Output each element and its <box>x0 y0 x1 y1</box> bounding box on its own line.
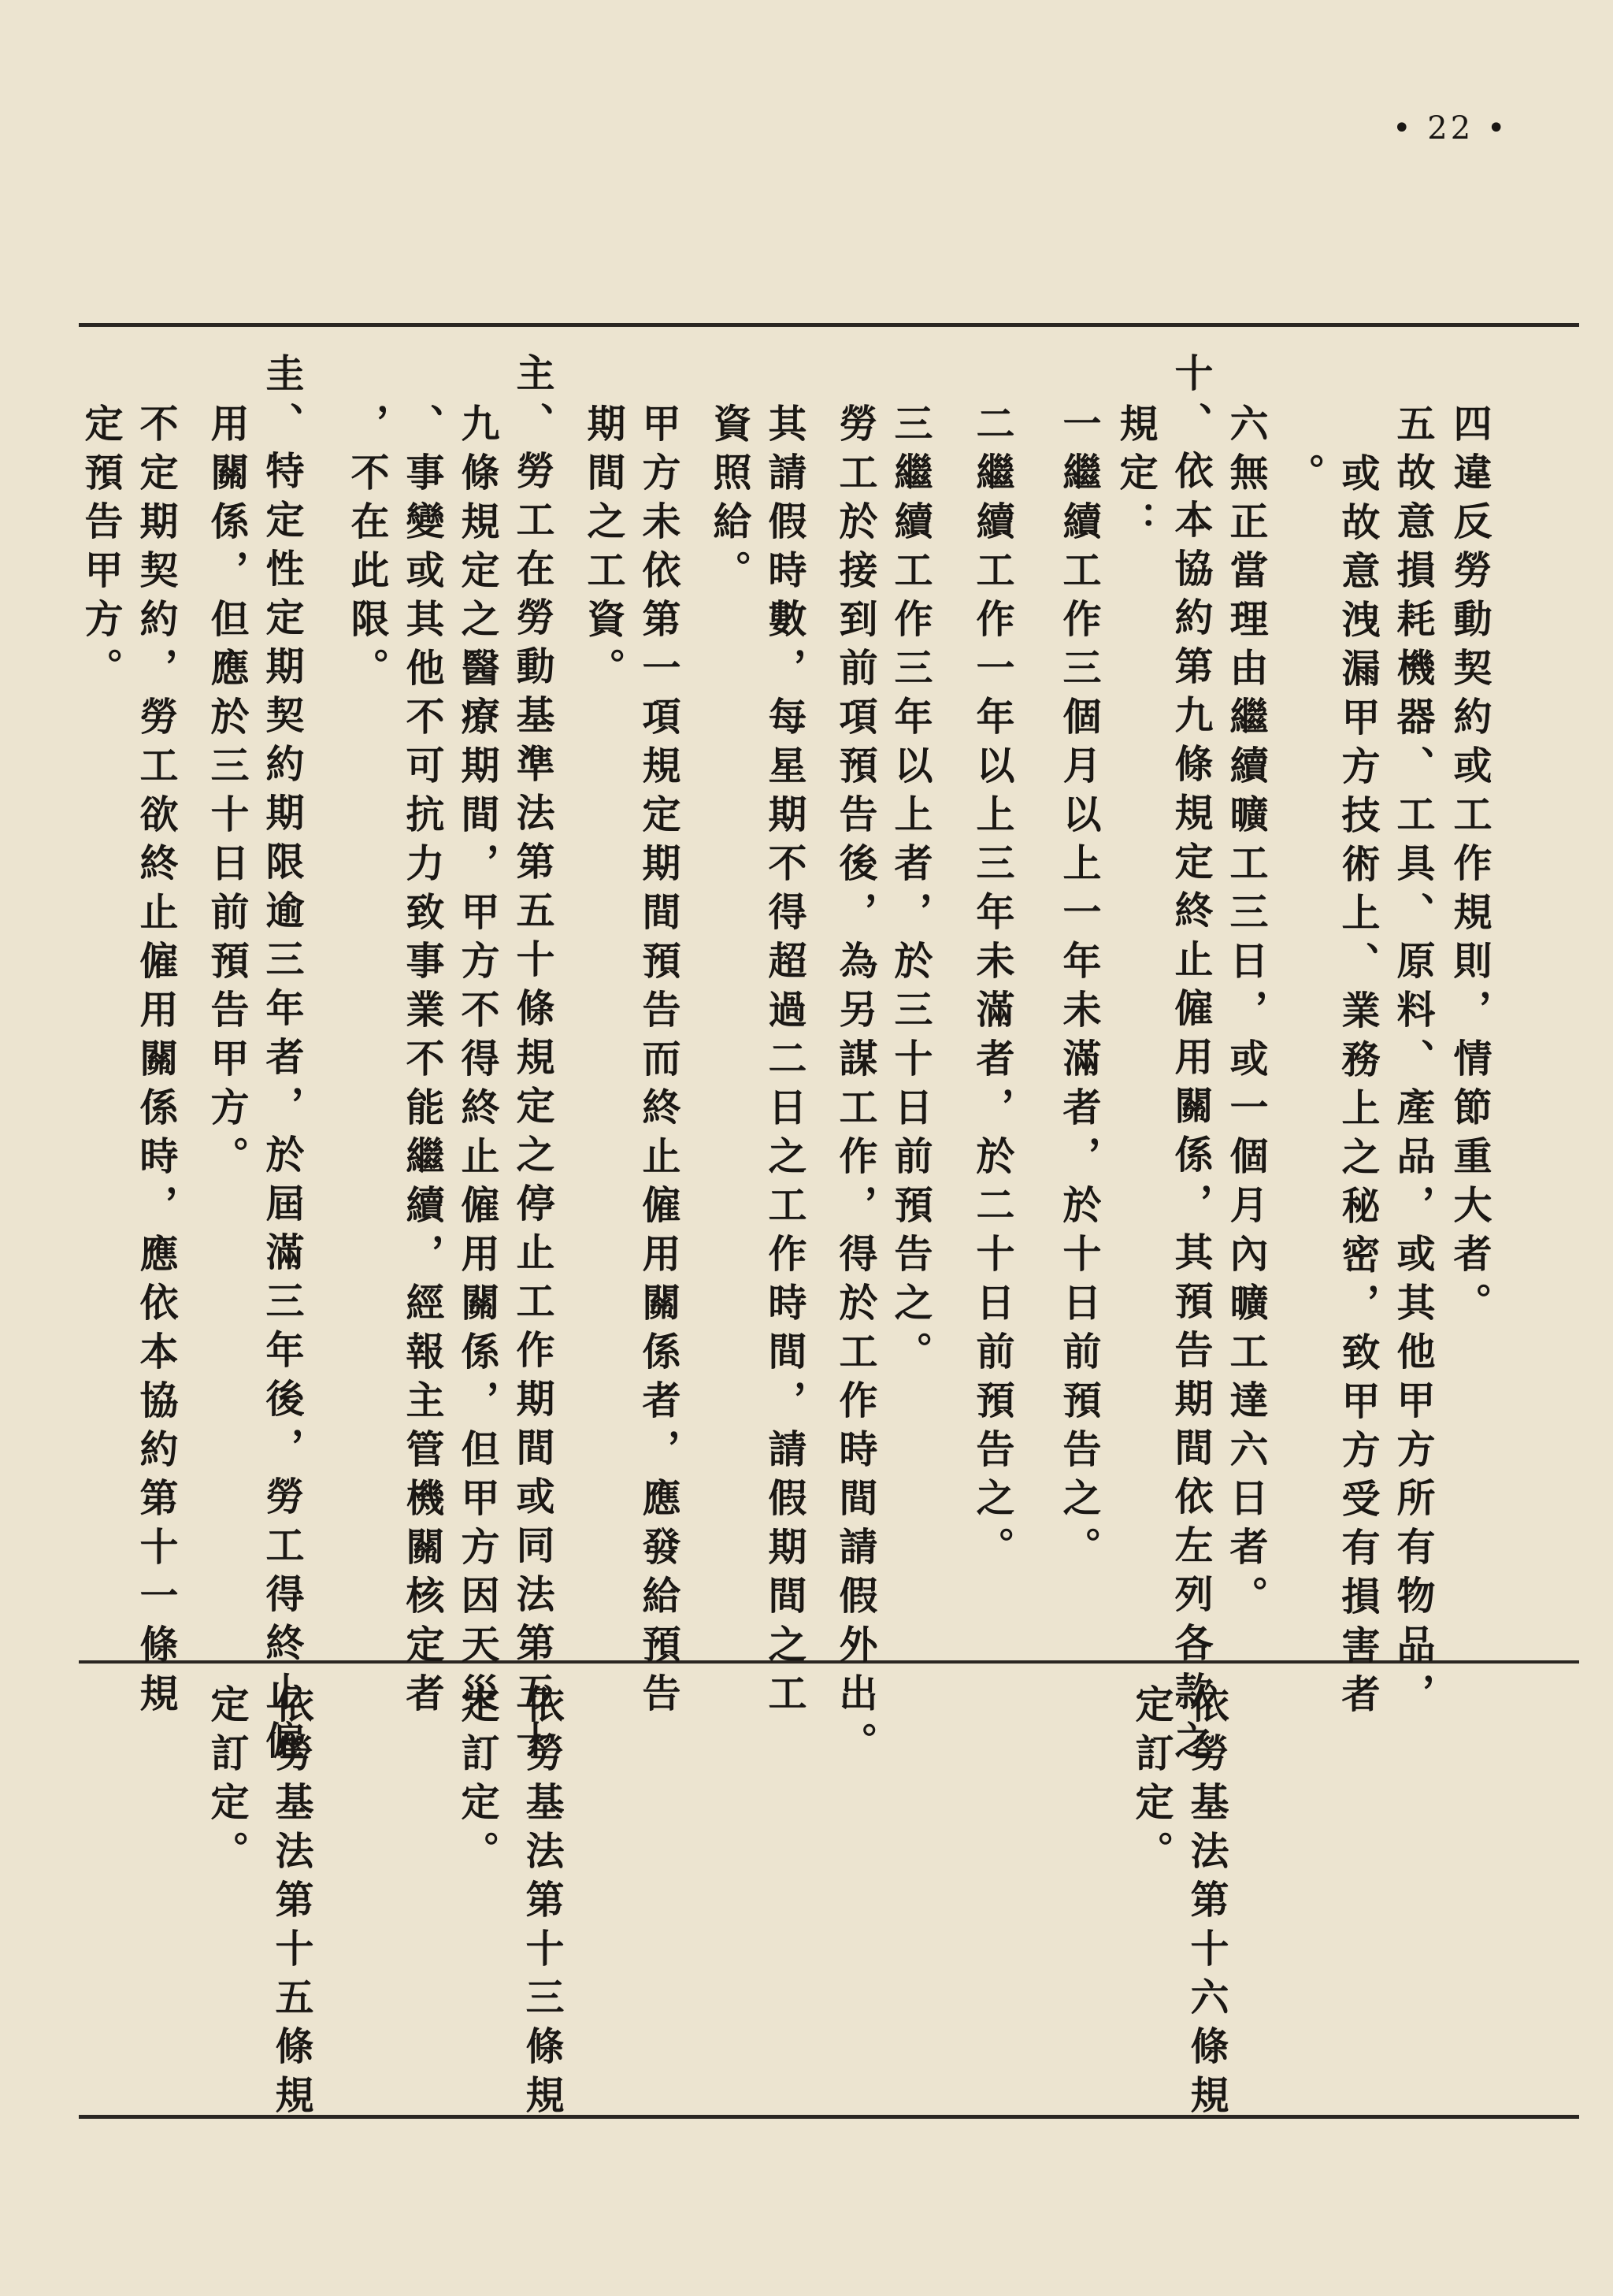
text-column: 六無正當理由繼續曠工三日，或一個月內曠工達六日者。 <box>1224 403 1269 1624</box>
note-line: 依勞基法第十三條規 <box>520 1684 565 2124</box>
text-column: 四違反勞動契約或工作規則，情節重大者。 <box>1448 403 1492 1331</box>
top-rule <box>79 323 1579 327</box>
text-column: 其請假時數，每星期不得超過二日之工作時間，請假期間之工 <box>762 403 807 1722</box>
text-column: 用關係，但應於三十日前預告甲方。 <box>205 403 250 1185</box>
text-column: 不定期契約，勞工欲終止僱用關係時，應依本協約第十一條規 <box>134 403 179 1722</box>
text-column: 一繼續工作三個月以上一年未滿者，於十日前預告之。 <box>1057 403 1102 1575</box>
text-column: 或故意洩漏甲方技術上、業務上之秘密，致甲方受有損害者 <box>1336 453 1381 1723</box>
note-line: 定訂定。 <box>1129 1684 1174 1879</box>
note-line: 依勞基法第十六條規 <box>1185 1684 1229 2124</box>
text-column: 九條規定之醫療期間，甲方不得終止僱用關係，但甲方因天災 <box>455 403 500 1722</box>
text-column: 定預告甲方。 <box>79 403 124 696</box>
text-column: 三繼續工作三年以上者，於三十日前預告之。 <box>888 403 933 1380</box>
text-column: 勞工於接到前項預告後，為另謀工作，得於工作時間請假外出。 <box>833 403 878 1771</box>
note-line: 定訂定。 <box>455 1684 500 1879</box>
text-column: 圭、特定性定期契約期限逾三年者，於屆滿三年後，勞工得終止僱 <box>260 353 305 1769</box>
note-line: 定訂定。 <box>205 1684 250 1879</box>
text-column: 二繼續工作一年以上三年未滿者，於二十日前預告之。 <box>970 403 1015 1575</box>
text-column: 十、依本協約第九條規定終止僱用關係，其預告期間依左列各款之 <box>1169 353 1214 1769</box>
text-column: 規定： <box>1114 403 1159 550</box>
text-column: 甲方未依第一項規定期間預告而終止僱用關係者，應發給預告 <box>636 403 681 1722</box>
text-column: 五故意損耗機器、工具、原料、產品，或其他甲方所有物品， <box>1391 403 1436 1722</box>
text-column: ，不在此限。 <box>345 403 390 696</box>
text-column: 資照給。 <box>707 403 752 599</box>
text-column: 主、勞工在勞動基準法第五十條規定之停止工作期間或同法第五十 <box>510 353 555 1769</box>
note-line: 依勞基法第十五條規 <box>269 1684 314 2124</box>
text-column: 期間之工資。 <box>581 403 626 696</box>
page-number: • 22 • <box>1392 110 1509 147</box>
text-column: 。 <box>1281 453 1326 502</box>
text-column: 、事變或其他不可抗力致事業不能繼續，經報主管機關核定者 <box>400 403 445 1722</box>
